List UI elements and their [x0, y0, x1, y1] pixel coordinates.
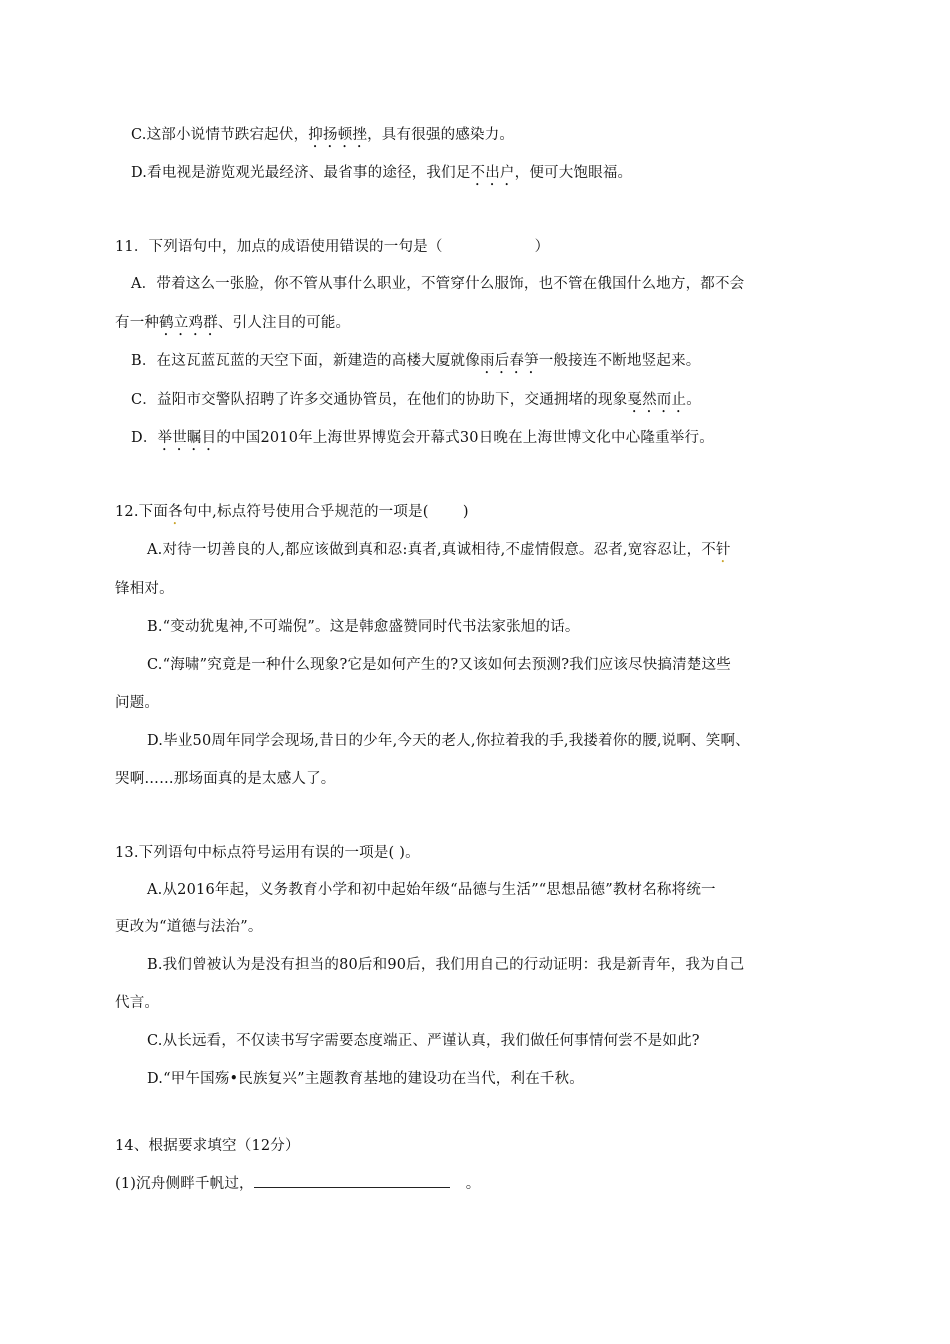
q12-option-d-line2: 哭啊……那场面真的是太感人了。 — [115, 771, 336, 787]
dotted-idiom: 戛然而止 — [627, 392, 687, 408]
q13-stem: 13.下列语句中标点符号运用有误的一项是( )。 — [115, 845, 420, 861]
dotted-char: 各 — [168, 504, 183, 520]
q13-option-d: D.“甲午国殇•民族复兴”主题教育基地的建设功在当代，利在千秋。 — [147, 1071, 584, 1087]
dotted-idiom: 举世瞩目 — [157, 430, 217, 446]
dotted-idiom: 不出户 — [470, 165, 515, 181]
q14-stem: 14、根据要求填空（12分） — [115, 1138, 300, 1154]
q11-stem: 11．下列语句中，加点的成语使用错误的一句是（ ） — [115, 239, 550, 255]
q11-option-a-line2: 有一种鹤立鸡群、引人注目的可能。 — [115, 315, 351, 331]
q11-option-a-line1: A．带着这么一张脸，你不管从事什么职业，不管穿什么服饰，也不管在俄国什么地方，都不会 — [131, 276, 745, 292]
q10-option-d: D.看电视是游览观光最经济、最省事的途径，我们足不出户，便可大饱眼福。 — [131, 165, 633, 181]
q11-option-b: B．在这瓦蓝瓦蓝的天空下面，新建造的高楼大厦就像雨后春笋一般接连不断地竖起来。 — [131, 353, 701, 369]
q13-option-a-line2: 更改为“道德与法治”。 — [115, 919, 263, 935]
q12-option-d-line1: D.毕业50周年同学会现场,昔日的少年,今天的老人,你拉着我的手,我搂着你的腰,说啊、笑啊、 — [147, 733, 750, 749]
q12-option-c-line1: C.“海啸”究竟是一种什么现象?它是如何产生的?又该如何去预测?我们应该尽快搞清楚这些 — [147, 657, 731, 673]
answer-blank[interactable] — [443, 237, 535, 251]
q13-option-c: C.从长远看，不仅读书写字需要态度端正、严谨认真，我们做任何事情何尝不是如此? — [147, 1033, 700, 1049]
q11-option-d: D．举世瞩目的中国2010年上海世界博览会开幕式30日晚在上海世博文化中心隆重举行。 — [131, 430, 714, 446]
q12-option-b: B.“变动犹鬼神,不可端倪”。这是韩愈盛赞同时代书法家张旭的话。 — [147, 619, 580, 635]
answer-blank[interactable] — [254, 1173, 450, 1188]
dotted-idiom: 抑扬顿挫 — [308, 127, 368, 143]
q11-option-c: C．益阳市交警队招聘了许多交通协管员，在他们的协助下，交通拥堵的现象戛然而止。 — [131, 392, 701, 408]
q12-option-a-line1: A.对待一切善良的人,都应该做到真和忍:真者,真诚相待,不虚情假意。忍者,宽容忍让，不针 — [147, 542, 731, 558]
q12-option-a-line2: 锋相对。 — [115, 581, 174, 597]
q13-option-b-line2: 代言。 — [115, 995, 160, 1011]
dotted-idiom: 鹤立鸡群 — [159, 315, 218, 331]
q12-option-c-line2: 问题。 — [115, 695, 160, 711]
q10-option-c: C.这部小说情节跌宕起伏，抑扬顿挫，具有很强的感染力。 — [131, 127, 515, 143]
dotted-idiom: 雨后春笋 — [479, 353, 539, 369]
q14-item-1: (1)沉舟侧畔千帆过， 。 — [115, 1173, 480, 1194]
dotted-char: 针 — [716, 542, 731, 558]
q12-stem: 12.下面各句中,标点符号使用合乎规范的一项是( ) — [115, 504, 469, 520]
q13-option-a-line1: A.从2016年起，义务教育小学和初中起始年级“品德与生活”“思想品德”教材名称将统一 — [147, 882, 716, 898]
q13-option-b-line1: B.我们曾被认为是没有担当的80后和90后，我们用自己的行动证明：我是新青年，我为自己 — [147, 957, 745, 973]
